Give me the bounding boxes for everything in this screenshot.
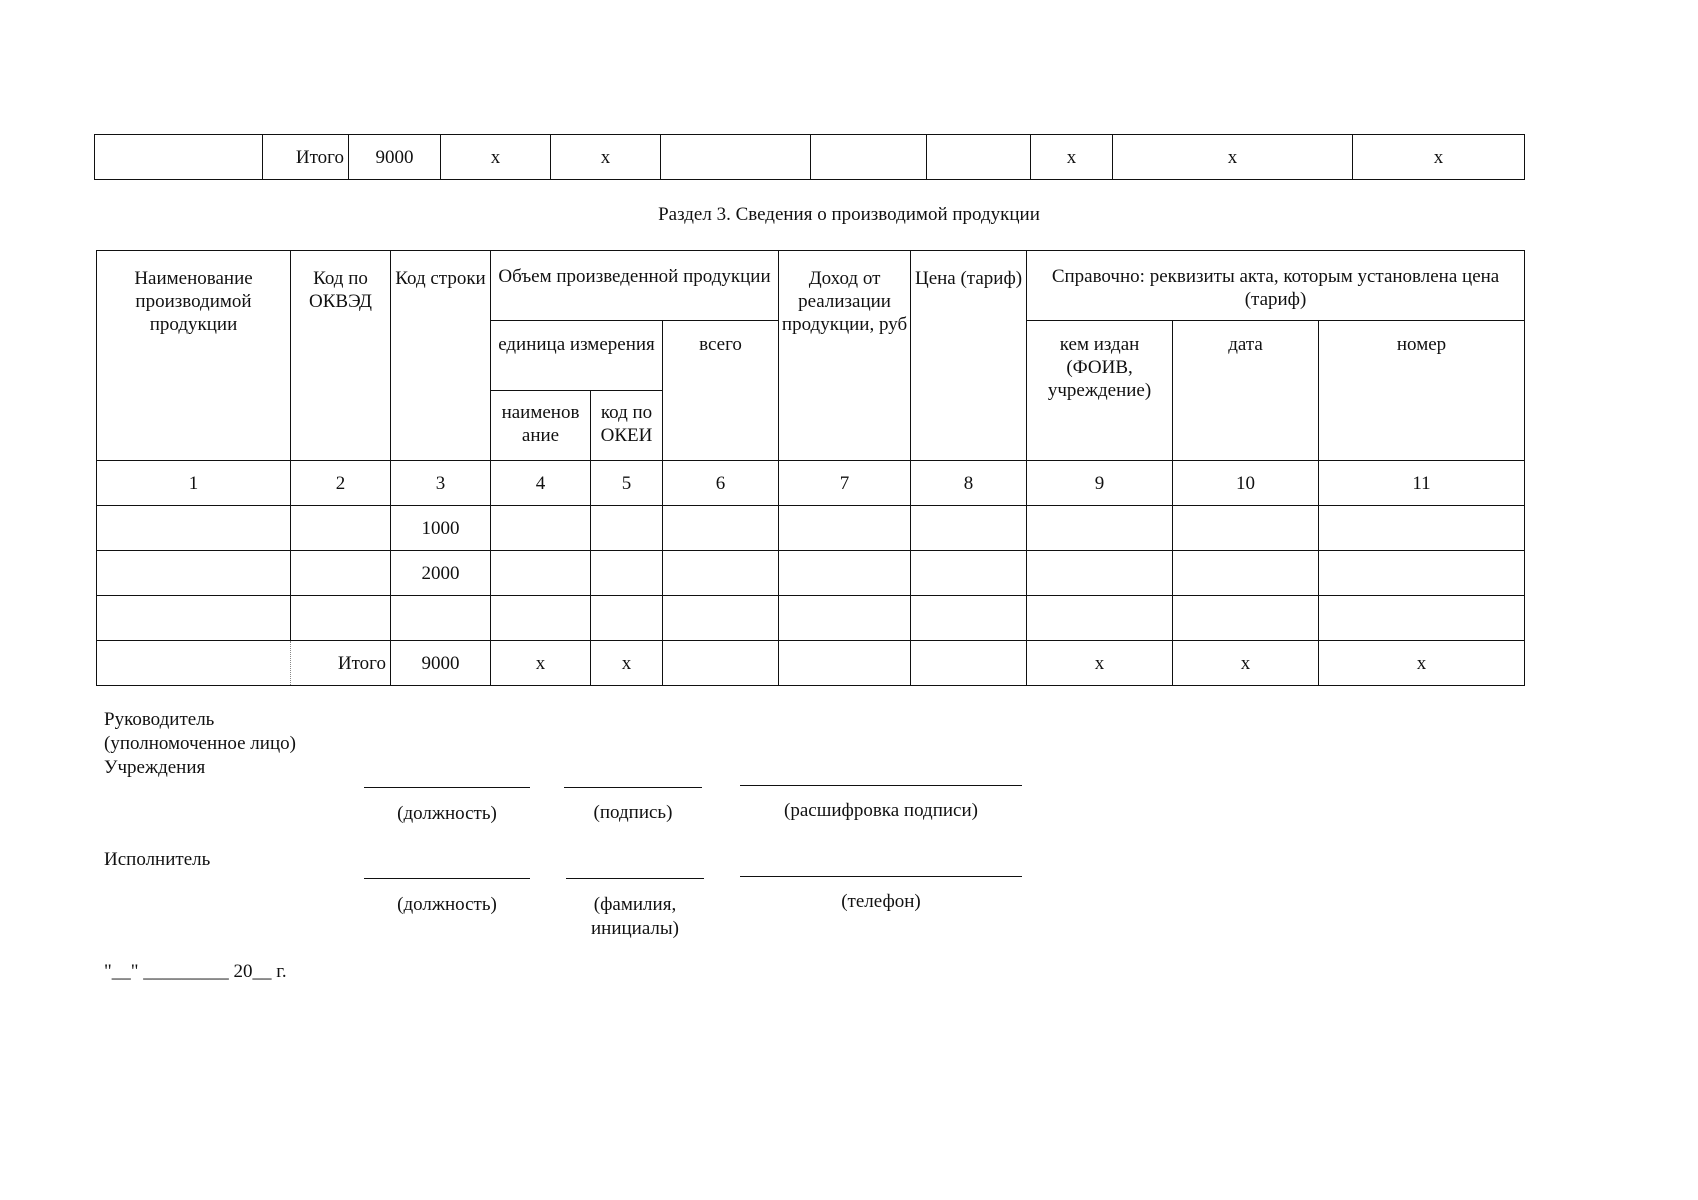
executor-name-line[interactable]	[566, 878, 704, 879]
top-total-table	[94, 134, 1525, 180]
table-cell	[1319, 596, 1525, 641]
table-cell	[97, 551, 291, 596]
table-cell	[1319, 551, 1525, 596]
table-cell	[1319, 506, 1525, 551]
total-row	[97, 641, 1525, 686]
header-price: Цена (тариф)	[911, 251, 1027, 461]
table-cell	[591, 596, 663, 641]
table-cell	[97, 641, 291, 686]
column-number: 1	[97, 461, 291, 506]
products-table	[96, 250, 1525, 686]
column-number: 11	[1319, 461, 1525, 506]
top-total-code: 9000	[349, 135, 441, 180]
executor-position-line[interactable]	[364, 878, 530, 879]
top-cell: x	[551, 135, 661, 180]
top-total-label: Итого	[263, 135, 349, 180]
header-unit-name: наименов ание	[491, 391, 591, 461]
column-number: 6	[663, 461, 779, 506]
table-cell	[591, 506, 663, 551]
top-cell	[661, 135, 811, 180]
table-row	[97, 596, 1525, 641]
table-cell	[911, 551, 1027, 596]
table-cell	[97, 506, 291, 551]
table-cell	[779, 641, 911, 686]
header-okved: Код по ОКВЭД	[291, 251, 391, 461]
position-line[interactable]	[364, 787, 530, 788]
table-cell	[911, 506, 1027, 551]
table-cell: x	[1319, 641, 1525, 686]
table-cell	[779, 551, 911, 596]
table-cell	[911, 641, 1027, 686]
table-cell	[1027, 551, 1173, 596]
table-cell: x	[591, 641, 663, 686]
table-cell	[1173, 506, 1319, 551]
date-line[interactable]: "__" _________ 20__ г.	[104, 961, 287, 982]
column-number: 10	[1173, 461, 1319, 506]
column-number: 2	[291, 461, 391, 506]
column-number: 8	[911, 461, 1027, 506]
position-caption: (должность)	[397, 803, 497, 824]
top-cell-empty	[95, 135, 263, 180]
table-cell: 2000	[391, 551, 491, 596]
table-cell	[911, 596, 1027, 641]
executor-phone-caption: (телефон)	[841, 891, 921, 912]
table-row	[97, 551, 1525, 596]
table-cell	[1173, 551, 1319, 596]
column-number: 3	[391, 461, 491, 506]
table-cell	[591, 551, 663, 596]
table-cell	[1173, 596, 1319, 641]
header-product-name: Наименование производимой продукции	[97, 251, 291, 461]
table-cell: x	[1173, 641, 1319, 686]
table-cell	[291, 596, 391, 641]
header-okei: код по ОКЕИ	[591, 391, 663, 461]
table-cell	[491, 551, 591, 596]
executor-label: Исполнитель	[104, 849, 211, 870]
header-total: всего	[663, 321, 779, 461]
signature-caption: (подпись)	[593, 802, 673, 823]
head-label-line1: Руководитель	[104, 709, 215, 730]
header-income: Доход от реализации продукции, руб	[779, 251, 911, 461]
column-number-row	[97, 461, 1525, 506]
table-cell	[391, 596, 491, 641]
table-cell	[779, 596, 911, 641]
header-number: номер	[1319, 321, 1525, 461]
executor-phone-line[interactable]	[740, 876, 1022, 877]
top-cell: x	[1031, 135, 1113, 180]
header-issuer: кем издан (ФОИВ, учреждение)	[1027, 321, 1173, 461]
top-cell: x	[1353, 135, 1525, 180]
total-label: Итого	[291, 641, 391, 686]
table-cell	[291, 506, 391, 551]
top-cell: x	[441, 135, 551, 180]
header-unit: единица измерения	[491, 321, 663, 391]
top-total-row	[95, 135, 1525, 180]
table-cell	[291, 551, 391, 596]
head-label-line3: Учреждения	[104, 757, 206, 778]
top-cell	[811, 135, 927, 180]
table-cell: x	[491, 641, 591, 686]
column-number: 7	[779, 461, 911, 506]
total-code: 9000	[391, 641, 491, 686]
header-volume: Объем произведенной продукции	[491, 251, 779, 321]
header-date: дата	[1173, 321, 1319, 461]
executor-name-caption: (фамилия, инициалы)	[590, 894, 679, 939]
table-cell	[663, 641, 779, 686]
table-cell	[1027, 596, 1173, 641]
signature-line[interactable]	[564, 787, 702, 788]
table-cell	[491, 596, 591, 641]
table-cell	[1027, 506, 1173, 551]
table-cell	[491, 506, 591, 551]
header-act: Справочно: реквизиты акта, которым установлена цена (тариф)	[1027, 251, 1525, 321]
top-cell: x	[1113, 135, 1353, 180]
head-label-line2: (уполномоченное лицо)	[104, 733, 296, 754]
signature-decoding-caption: (расшифровка подписи)	[784, 800, 978, 821]
column-number: 9	[1027, 461, 1173, 506]
table-cell	[663, 551, 779, 596]
table-cell	[663, 506, 779, 551]
table-cell	[779, 506, 911, 551]
top-cell	[927, 135, 1031, 180]
table-row	[97, 506, 1525, 551]
section-title: Раздел 3. Сведения о производимой продукции	[658, 204, 1040, 225]
table-cell: x	[1027, 641, 1173, 686]
table-cell	[663, 596, 779, 641]
header-row-code: Код строки	[391, 251, 491, 461]
column-number: 4	[491, 461, 591, 506]
table-cell: 1000	[391, 506, 491, 551]
signature-decoding-line[interactable]	[740, 785, 1022, 786]
column-number: 5	[591, 461, 663, 506]
executor-position-caption: (должность)	[397, 894, 497, 915]
table-cell	[97, 596, 291, 641]
